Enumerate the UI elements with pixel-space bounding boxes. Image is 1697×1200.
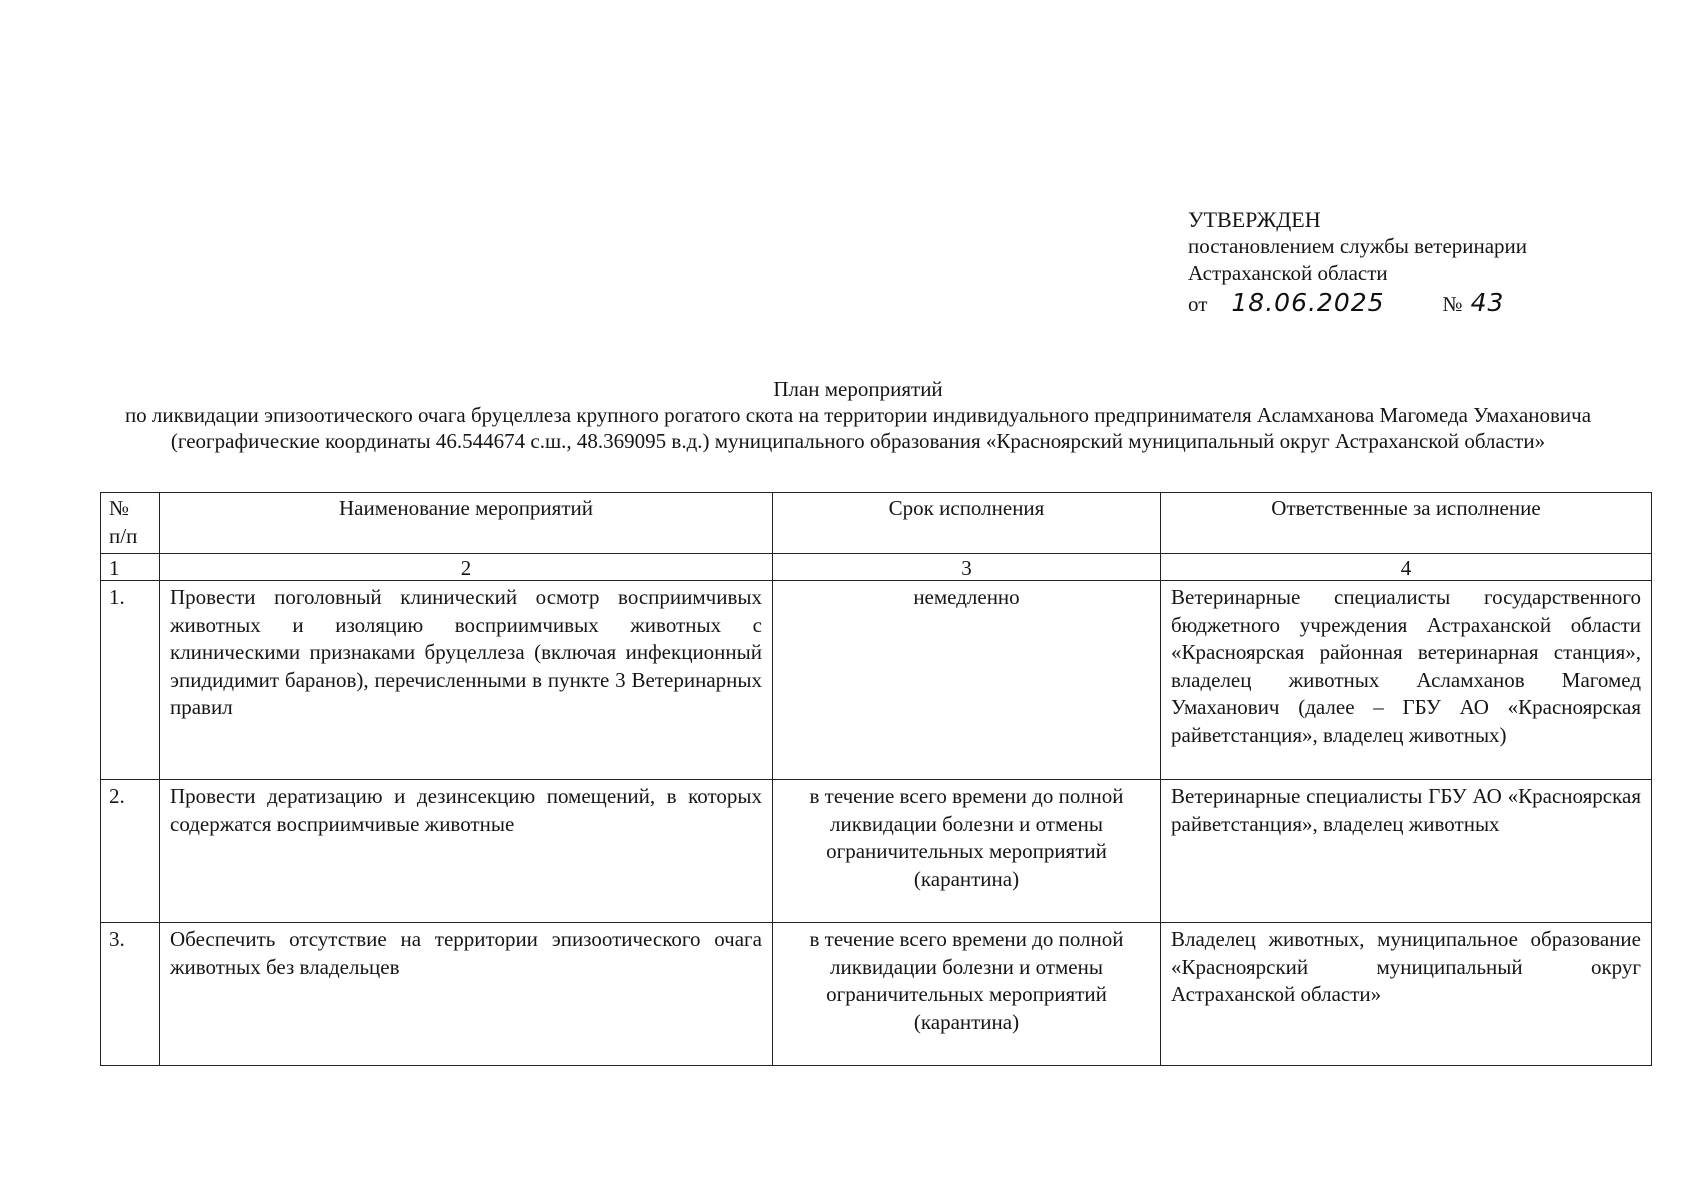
approval-date: 18.06.2025 xyxy=(1231,288,1385,317)
table-row xyxy=(101,581,1652,780)
row-responsible: Ветеринарные специалисты государственного бюджетного учреждения Астраханской области «Красноярская районная ветеринарная станция», владелец животных Асламханов Магомед Умаханович (далее – ГБУ АО «Красноярская райветстанция», владелец животных) xyxy=(1161,581,1652,780)
approval-line-2: Астраханской области xyxy=(1188,261,1388,285)
approval-heading: УТВЕРЖДЕН xyxy=(1188,207,1321,232)
row-action: Обеспечить отсутствие на территории эпизоотического очага животных без владельцев xyxy=(160,923,773,1066)
title-line-2: по ликвидации эпизоотического очага бруцеллеза крупного рогатого скота на территории индивидуального предпринимателя Асламханова Магомеда Умахановича (географические координаты 46.544674 с.ш., 48.369095 в.д.) муниципального образования «Красноярский муниципальный округ Астраханской области» xyxy=(124,403,1592,453)
row-number: 2. xyxy=(101,780,160,923)
row-term: немедленно xyxy=(773,581,1161,780)
table-row xyxy=(101,780,1652,923)
row-number: 1. xyxy=(101,581,160,780)
number-label: № xyxy=(1442,292,1463,316)
row-responsible: Владелец животных, муниципальное образование «Красноярский муниципальный округ Астраханской области» xyxy=(1161,923,1652,1066)
column-number: 2 xyxy=(160,554,773,581)
table-row xyxy=(101,923,1652,1066)
row-action: Провести дератизацию и дезинсекцию помещений, в которых содержатся восприимчивые животные xyxy=(160,780,773,923)
column-number: 3 xyxy=(773,554,1161,581)
header-action: Наименование мероприятий xyxy=(160,493,773,554)
header-responsible: Ответственные за исполнение xyxy=(1161,493,1652,554)
header-num: № п/п xyxy=(101,493,160,554)
row-responsible: Ветеринарные специалисты ГБУ АО «Красноярская райветстанция», владелец животных xyxy=(1161,780,1652,923)
row-term: в течение всего времени до полной ликвидации болезни и отмены ограничительных мероприятий (карантина) xyxy=(773,923,1161,1066)
column-number-row xyxy=(101,554,1652,581)
plan-table xyxy=(100,492,1652,1066)
date-prefix: от xyxy=(1188,292,1208,316)
title-line-1: План мероприятий xyxy=(773,377,943,401)
approval-stamp xyxy=(1188,206,1527,318)
approval-date-row xyxy=(1188,289,1527,318)
header-term: Срок исполнения xyxy=(773,493,1161,554)
table-header-row xyxy=(101,493,1652,554)
row-action: Провести поголовный клинический осмотр восприимчивых животных и изоляцию восприимчивых животных с клиническими признаками бруцеллеза (включая инфекционный эпидидимит баранов), перечисленными в пункте 3 Ветеринарных правил xyxy=(160,581,773,780)
column-number: 1 xyxy=(101,554,160,581)
column-number: 4 xyxy=(1161,554,1652,581)
approval-number: 43 xyxy=(1470,288,1505,317)
row-number: 3. xyxy=(101,923,160,1066)
document-title xyxy=(118,376,1598,454)
approval-line-1: постановлением службы ветеринарии xyxy=(1188,234,1528,258)
row-term: в течение всего времени до полной ликвидации болезни и отмены ограничительных мероприятий (карантина) xyxy=(773,780,1161,923)
